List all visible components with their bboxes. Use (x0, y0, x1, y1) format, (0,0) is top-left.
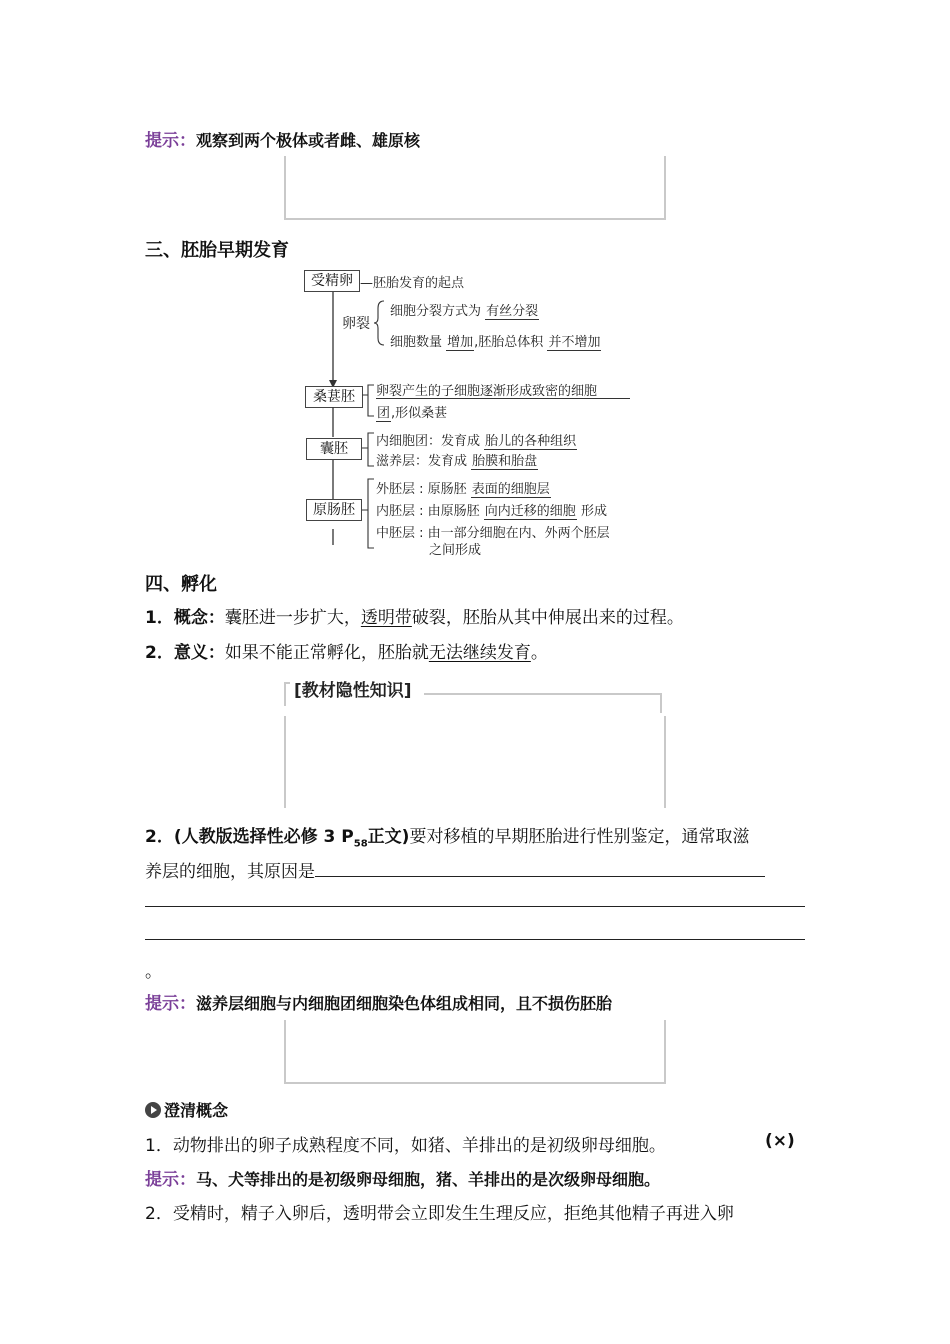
cleavage-line-2-answer-2: 并不增加 (548, 335, 601, 350)
significance-text-a: 如果不能正常孵化，胚胎就 (224, 643, 429, 663)
clarify-title: 澄清概念 (164, 1101, 229, 1120)
item-number: 2． (145, 643, 174, 663)
bracket-blastocyst (362, 432, 376, 468)
play-icon (145, 1102, 161, 1118)
clarify-item-1 (145, 1131, 666, 1156)
gastrula-line-2-text-b: 形成 (580, 504, 607, 519)
answer-blank-2[interactable] (145, 906, 805, 907)
cleavage-line-1 (390, 300, 539, 319)
question-2-line-2 (145, 857, 765, 882)
hidden-knowledge-title-text: 教材隐性知识 (301, 681, 404, 701)
morula-line-2 (376, 402, 447, 421)
morula-answer: 团 (377, 406, 391, 421)
bracket-box-bottom-2 (284, 1020, 666, 1084)
label-cleavage: 卵裂 (342, 316, 370, 332)
tip-label: 提示： (145, 131, 196, 151)
gastrula-line-1 (376, 478, 551, 497)
question-2-end: 。 (145, 962, 162, 982)
hidden-knowledge-frame-body (284, 716, 666, 808)
gastrula-line-4: 之间形成 (429, 543, 482, 558)
clarify-concepts-heading (145, 1098, 228, 1121)
significance-text-b: 。 (530, 643, 548, 663)
question-number: 2． (145, 827, 174, 847)
concept-text-b: 破裂，胚胎从其中伸展出来的过程。 (411, 608, 684, 628)
morula-line-1: 卵裂产生的子细胞逐渐形成致密的细胞 (376, 384, 598, 399)
question-source (173, 827, 410, 850)
tip-text: 滋养层细胞与内细胞团细胞染色体组成相同，且不损伤胚胎 (196, 994, 613, 1013)
blastocyst-line-1 (376, 430, 577, 449)
clarify-tip (145, 1165, 660, 1190)
tip-trophoblast (145, 989, 612, 1014)
source-page: 58 (353, 838, 368, 850)
tip-label: 提示： (145, 1170, 196, 1190)
clarify-item-1-text: 1．动物排出的卵子成熟程度不同，如猪、羊排出的是初级卵母细胞。 (145, 1136, 666, 1156)
gastrula-line-2-answer: 向内迁移的细胞 (484, 504, 576, 519)
morula-underline (376, 398, 630, 399)
cleavage-line-2 (390, 331, 601, 350)
cleavage-line-2-answer-1: 增加 (447, 335, 474, 350)
section-heading-hatching: 四、孵化 (145, 574, 217, 595)
tip-text: 马、犬等排出的是初级卵母细胞，猪、羊排出的是次级卵母细胞。 (196, 1170, 661, 1189)
question-text-b: 养层的细胞，其原因是 (145, 862, 315, 882)
bracket-morula (362, 384, 376, 418)
answer-blank-3[interactable] (145, 939, 805, 940)
node-blastocyst: 囊胚 (306, 438, 362, 460)
hidden-knowledge-title: [教材隐性知识] (294, 681, 412, 701)
node-gastrula: 原肠胚 (306, 499, 362, 521)
gastrula-line-2 (376, 500, 607, 519)
frame-corner-right (660, 693, 662, 713)
cleavage-line-2-text-a: 细胞数量 (390, 335, 443, 350)
question-2-line-1 (145, 822, 749, 849)
bracket-gastrula (362, 478, 376, 550)
cleavage-line-1-text: 细胞分裂方式为 (390, 304, 482, 319)
source-text-a: (人教版选择性必修 3 P (173, 827, 354, 847)
tip-text: 观察到两个极体或者雌、雄原核 (196, 131, 421, 150)
item-number: 1． (145, 608, 174, 628)
development-arrow-lower (326, 407, 340, 547)
section-heading-embryo-development: 三、胚胎早期发育 (145, 240, 289, 261)
bracket-box-bottom (284, 156, 666, 220)
hatching-concept (145, 603, 684, 628)
frame-corner-left (284, 682, 290, 706)
concept-text-a: 囊胚进一步扩大， (224, 608, 361, 628)
blastocyst-line-2 (376, 450, 538, 469)
node-morula: 桑葚胚 (305, 386, 363, 408)
significance-answer: 无法继续发育 (428, 643, 531, 663)
gastrula-line-3: 中胚层 : 由一部分细胞在内、外两个胚层 (376, 526, 610, 541)
tip-label: 提示： (145, 994, 196, 1014)
brace-cleavage (374, 300, 386, 346)
source-text-b: 正文) (367, 827, 410, 847)
clarify-item-1-judgement: (×) (765, 1131, 795, 1151)
gastrula-line-1-answer: 表面的细胞层 (471, 482, 550, 497)
hidden-knowledge-frame-top (284, 682, 662, 706)
hatching-significance (145, 638, 548, 663)
question-text-a: 要对移植的早期胚胎进行性别鉴定，通常取滋 (409, 827, 750, 847)
zygote-note: —胚胎发育的起点 (360, 276, 465, 291)
concept-answer: 透明带 (360, 608, 412, 628)
tip-observation (145, 126, 420, 151)
morula-line-2-text: ,形似桑葚 (391, 406, 448, 421)
item-label: 意义： (173, 643, 225, 663)
node-zygote: 受精卵 (304, 270, 360, 292)
frame-top-line (424, 693, 662, 695)
cleavage-line-1-answer: 有丝分裂 (486, 304, 539, 319)
item-label: 概念： (173, 608, 225, 628)
gastrula-line-1-text: 外胚层 : 原肠胚 (376, 482, 467, 497)
gastrula-line-2-text-a: 内胚层 : 由原肠胚 (376, 504, 480, 519)
blastocyst-line-2-text: 滋养层：发育成 (376, 454, 468, 469)
blastocyst-line-2-answer: 胎膜和胎盘 (472, 454, 538, 469)
cleavage-line-2-text-b: ,胚胎总体积 (474, 335, 544, 350)
clarify-item-2: 2．受精时，精子入卵后，透明带会立即发生生理反应，拒绝其他精子再进入卵 (145, 1204, 734, 1224)
blastocyst-line-1-answer: 胎儿的各种组织 (485, 434, 577, 449)
blastocyst-line-1-text: 内细胞团：发育成 (376, 434, 481, 449)
answer-blank-1[interactable] (315, 858, 765, 877)
